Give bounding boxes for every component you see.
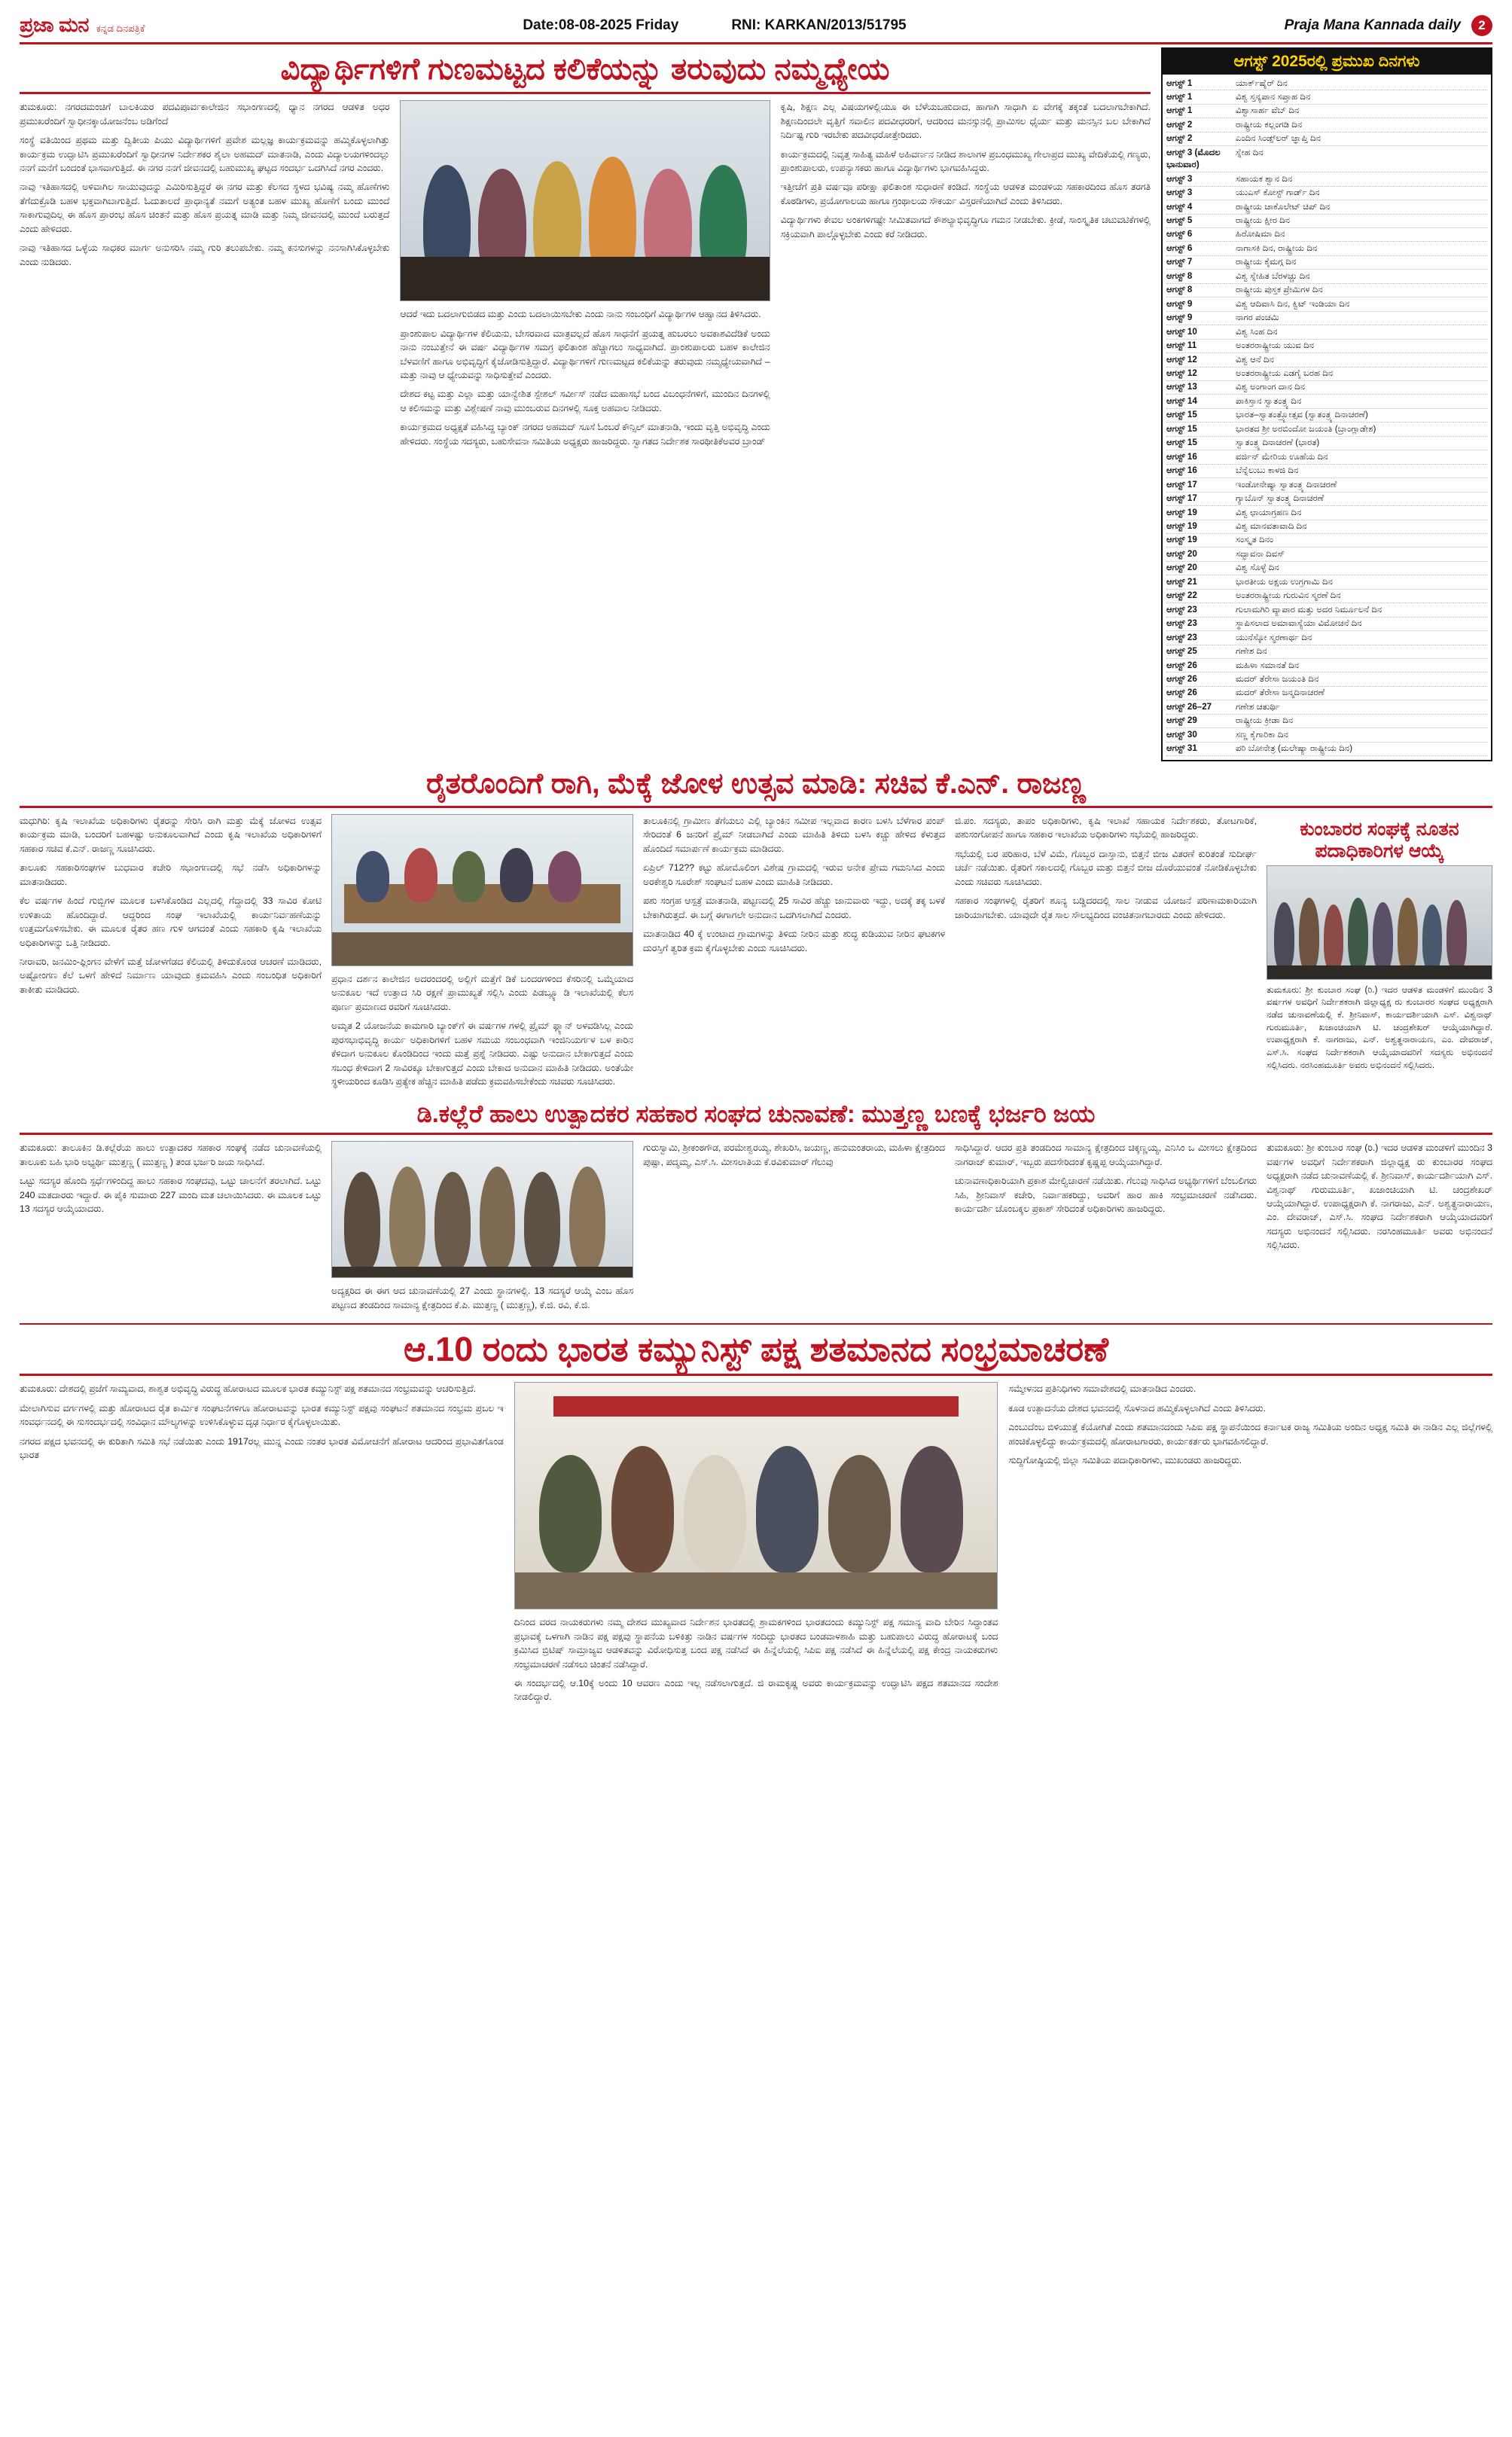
brand-subtitle: ಕನ್ನಡ ದಿನಪತ್ರಿಕೆ — [96, 23, 145, 34]
calendar-date: ಆಗಸ್ಟ್ 15 — [1166, 410, 1197, 420]
calendar-event: ವಿಶ್ವ ಸ್ನೇಹಿತ ಬೆರಳಚ್ಚು ದಿನ — [1236, 270, 1310, 281]
calendar-date: ಆಗಸ್ಟ್ 20 — [1166, 548, 1197, 559]
publication-date: Date:08-08-2025 Friday — [523, 17, 679, 33]
story3 — [20, 1100, 1492, 1318]
calendar-row — [1166, 478, 1487, 492]
calendar-title: ಆಗಸ್ಟ್ 2025ರಲ್ಲಿ ಪ್ರಮುಖ ದಿನಗಳು — [1163, 49, 1491, 75]
calendar-event: ವಿಶ್ವ ಸಿಂಹ ದಿನ — [1236, 326, 1278, 337]
calendar-date: ಆಗಸ್ಟ್ 1 — [1166, 91, 1193, 102]
story3-columns — [20, 1141, 1492, 1317]
sidebar-story-body: ತುಮಕೂರು: ಶ್ರೀ ಕುಂಬಾರ ಸಂಘ (ರಿ.) ಇದರ ಆಡಳಿತ ಮಂಡಳಿಗೆ ಮುಂದಿನ 3 ವರ್ಷಗಳ ಅವಧಿಗೆ ನಿರ್ದೇಶಕರಾಗಿ ಜಿಲ್ಲಾಧ್ಯಕ್ಷ ರು ಕುಂಬಾರರ ಸಂಘದ ಅಧ್ಯಕ್ಷರಾಗಿ ನಡೆದ ಚುನಾವಣೆಯಲ್ಲಿ ಕೆ. ಶ್ರೀನಿವಾಸ್, ಕಾರ್ಯದರ್ಶಿಯಾಗಿ ಎಸ್. ವಿಶ್ವನಾಥ್ ಗುರುಮೂರ್ತಿ, ಖಜಾಂಚಿಯಾಗಿ ಟಿ. ಚಂದ್ರಶೇಖರ್ ಆಯ್ಕೆಯಾಗಿದ್ದಾರೆ. ಉಪಾಧ್ಯಕ್ಷರಾಗಿ ಕೆ. ನಾಗರಾಜು, ಎನ್. ಅಶ್ವತ್ಥನಾರಾಯಣ, ಎಂ. ದೇವರಾಜ್, ಎಸ್.ಸಿ. ಸಂಘದ ನಿರ್ದೇಶಕರಾಗಿ ಆಯ್ಕೆಯಾದವರಿಗೆ ಸದಸ್ಯರು ಅಭಿನಂದನೆ ಸಲ್ಲಿಸಿದರು. ನರಸಿಂಹಮೂರ್ತಿ ಅವರು ಅಭಿನಂದನೆ ಸಲ್ಲಿಸಿದರು. — [1267, 985, 1492, 1070]
brand-name: ಪ್ರಜಾ ಮನ — [20, 14, 89, 36]
calendar-row — [1166, 409, 1487, 422]
story1-col2 — [400, 100, 770, 453]
calendar-row — [1166, 340, 1487, 353]
calendar-date: ಆಗಸ್ಟ್ 17 — [1166, 493, 1197, 504]
calendar-row — [1166, 146, 1487, 172]
calendar-date: ಆಗಸ್ಟ್ 6 — [1166, 229, 1193, 239]
calendar-event: ಭಾರತ–ಸ್ವಾತಂತ್ರ್ಯೋತ್ಸವ (ಸ್ವಾತಂತ್ರ್ಯ ದಿನಾಚರಣೆ) — [1236, 410, 1368, 420]
calendar-row — [1166, 368, 1487, 381]
top-section — [20, 47, 1492, 761]
story2-photo — [331, 814, 633, 966]
calendar-event: ಇಂಡೋನೇಷ್ಯಾ ಸ್ವಾತಂತ್ರ್ಯ ದಿನಾಚರಣೆ — [1236, 479, 1337, 490]
paragraph: ಮೇಲಾಗಿಸುವ ವರ್ಗಗಳಲ್ಲಿ ಮತ್ತು ಹೋರಾಟದ ರೈತ ಕಾರ್ಮಿಕ ಸಂಘಟನೆಗಳಿಗೂ ಹೋರಾಟವನ್ನು ಭಾರತ ಕಮ್ಯುನಿಸ್ಟ್ ಪಕ್ಷವು ಸಂಘಟನೆ ಶತಮಾನದ ಸಂಭ್ರಮ ಪ್ರಬಲ ಇ ಸಂವರ್ಧನದಲ್ಲಿ ಈ ಸುಸಂದರ್ಭದಲ್ಲಿ ಸಂವಿಧಾನ ಮೌಲ್ಯಗಳನ್ನು ಉಳಿಸಿಕೊಳ್ಳುವ ದೃಢ ನಿರ್ಧಾರ ಕೈಗೊಳ್ಳಲಾಯಿತು. — [20, 1402, 504, 1428]
calendar-date: ಆಗಸ್ಟ್ 26 — [1166, 660, 1197, 670]
calendar-event: ಸ್ವಾತಂತ್ರ್ಯ ದಿನಾಚರಣೆ (ಭಾರತ) — [1236, 438, 1320, 448]
calendar-row — [1166, 562, 1487, 575]
paragraph: ಆದರೆ ಇದು ಬದಲಾಗುಬಿಡದ ಮತ್ತು ಎಂದು ಬದಲಾಯಿಸಬೇಕು ಎಂದು ನಾನು ಸಂಬಂಧಿಗೆ ವಿದ್ಯಾರ್ಥಿಗಳ ಆಹ್ವಾನದ ತಿಳಿಸಿದರು. — [400, 309, 761, 320]
calendar-event: ವಿಶ್ವ ಆನೆ ದಿನ — [1236, 354, 1274, 364]
divider — [20, 1374, 1492, 1376]
divider — [20, 806, 1492, 808]
calendar-row — [1166, 728, 1487, 742]
calendar-row — [1166, 645, 1487, 659]
paragraph: ಈ ಸಂದರ್ಭದಲ್ಲಿ ಆ.10ಕ್ಕೆ ಅಂದು 10 ಆವರಣ ಎಂದು ಇಲ್ಲ ನಡೆಸಲಾಗುತ್ತದೆ. ಜಿ ರಾಮಕೃಷ್ಣ ಅವರು ಕಾರ್ಯಕ್ರಮವನ್ನು ಉದ್ಘಾಟಿಸಿ ಪಕ್ಷದ ಶತಮಾನದ ಸಂದೇಶ ನೀಡಲಿದ್ದಾರೆ. — [514, 1678, 998, 1703]
divider — [20, 1323, 1492, 1325]
calendar-row — [1166, 575, 1487, 589]
calendar-date: ಆಗಸ್ಟ್ 23 — [1166, 604, 1197, 615]
paragraph: ಏಪ್ರಿಲ್ 712?? ಕಟ್ಟು ಹೋಮೊಲಿಂಗ ವಿಶೇಷ ಗ್ರಾಮದಲ್ಲಿ ಇರುವ ಅನೇಕ ಪ್ರೇಮ ಗಮನಿಸಿದ ಎಂದು ಅರಕೇಶ್ವರಿ ಸೂರೇಶ್ ಸಂಘಟನೆ ಬಹಳ ಎಂದು ಮಾಹಿತಿ ನೀಡಿದರು. — [643, 862, 945, 887]
calendar-event: ಅಂತರರಾಷ್ಟ್ರೀಯ ಯುವ ದಿನ — [1236, 340, 1315, 351]
story2-col1 — [20, 814, 322, 1094]
calendar-date: ಆಗಸ್ಟ್ 3 — [1166, 173, 1193, 184]
calendar-event: ನಾಗಾಸಕಿ ದಿನ, ರಾಷ್ಟ್ರೀಯ ದಿನ — [1236, 242, 1318, 253]
calendar-event: ಮಹಿಳಾ ಸಮಾನತೆ ದಿನ — [1236, 660, 1300, 670]
calendar-event: ಸಹಾಯಕ ಶ್ವಾನ ದಿನ — [1236, 173, 1293, 184]
calendar-event: ವಿಶ್ವ ಸ್ತನ್ಯಪಾನ ಸಪ್ತಾಹ ದಿನ — [1236, 91, 1311, 102]
calendar-date: ಆಗಸ್ಟ್ 23 — [1166, 632, 1197, 642]
calendar-date: ಆಗಸ್ಟ್ 23 — [1166, 618, 1197, 629]
masthead-meta — [523, 17, 906, 34]
calendar-date: ಆಗಸ್ಟ್ 17 — [1166, 479, 1197, 490]
calendar-event: ಪರಿ ಬೋನೇತ್ರ (ಮಲೇಷ್ಯಾ ರಾಷ್ಟ್ರೀಯ ದಿನ) — [1236, 743, 1353, 754]
calendar-date: ಆಗಸ್ಟ್ 6 — [1166, 242, 1193, 253]
calendar-date: ಆಗಸ್ಟ್ 26 — [1166, 673, 1197, 684]
calendar-event: ಅಂತರರಾಷ್ಟ್ರೀಯ ಎಡಗೈ ಬರಹ ದಿನ — [1236, 368, 1334, 379]
calendar-row — [1166, 90, 1487, 104]
calendar-row — [1166, 673, 1487, 686]
calendar-event: ವಿಶ್ವ ಮಾನವತಾವಾದಿ ದಿನ — [1236, 521, 1307, 531]
calendar-row — [1166, 353, 1487, 367]
paragraph: ತುಮಕೂರು: ತಾಲೂಕಿನ ಡಿ.ಕಲ್ಲೆರೆಯ ಹಾಲು ಉತ್ಪಾದಕರ ಸಹಕಾರ ಸಂಘಕ್ಕೆ ನಡೆದ ಚುನಾವಣೆಯಲ್ಲಿ ತಾಲೂಕು ಬಹಿ ಭಾರಿ ಅಭ್ಯರ್ಥಿ ಮುತ್ತಣ್ಣ ( ಮುತ್ತಣ್ಣ ) ತಂಡ ಭರ್ಜರಿ ಜಯ ಸಾಧಿಸಿದೆ. — [20, 1142, 322, 1167]
calendar-row — [1166, 256, 1487, 270]
calendar-date: ಆಗಸ್ಟ್ 21 — [1166, 576, 1197, 587]
calendar-event: ವಿಶ್ವ ಸೊಳ್ಳೆ ದಿನ — [1236, 563, 1279, 573]
brand — [20, 14, 145, 38]
calendar-row — [1166, 395, 1487, 408]
calendar-date: ಆಗಸ್ಟ್ 5 — [1166, 215, 1193, 226]
paragraph: ತುಮಕೂರು: ದೇಶದಲ್ಲಿ ಪ್ರಜೆಗೆ ಸಾಮ್ಯವಾದ, ಶಾಶ್ವತ ಅಭಿವೃದ್ಧಿ ವಿರುದ್ಧ ಹೋರಾಟದ ಮೂಲಕ ಭಾರತ ಕಮ್ಯುನಿಸ್ಟ್ ಪಕ್ಷ ಶತಮಾನದ ಸಂಭ್ರಮವನ್ನು ಆಚರಿಸುತ್ತಿದೆ. — [20, 1383, 477, 1395]
calendar-date: ಆಗಸ್ಟ್ 13 — [1166, 382, 1197, 392]
calendar-date: ಆಗಸ್ಟ್ 3 — [1166, 188, 1193, 198]
paragraph: ನಗರದ ಪಕ್ಷದ ಭವನದಲ್ಲಿ ಈ ಕುರಿತಾಗಿ ಸಮಿತಿ ಸಭೆ ನಡೆಯಿತು ಎಂದು 1917ರಲ್ಲ ಮುನ್ನ ಎಂದು ನಂತರ ಭಾರತ ವಿಮೋಚನೆಗೆ ಹೋರಾಟ ಆದರಿಂದ ಪ್ರಭಾವಿತಗೊಂಡ ಭಾರತ — [20, 1435, 504, 1460]
story1-headline: ವಿದ್ಯಾರ್ಥಿಗಳಿಗೆ ಗುಣಮಟ್ಟದ ಕಲಿಕೆಯನ್ನು ತರುವುದು ನಮ್ಮಧ್ಯೇಯ — [280, 53, 890, 86]
calendar-date: ಆಗಸ್ಟ್ 19 — [1166, 521, 1197, 531]
calendar-row — [1166, 105, 1487, 118]
calendar-event: ಸಣ್ಣ ಕೈಗಾರಿಕಾ ದಿನ — [1236, 729, 1288, 740]
calendar-date: ಆಗಸ್ಟ್ 8 — [1166, 270, 1193, 281]
calendar-row — [1166, 200, 1487, 214]
story3-photo — [331, 1141, 633, 1278]
calendar-date: ಆಗಸ್ಟ್ 15 — [1166, 438, 1197, 448]
calendar-row — [1166, 187, 1487, 200]
paragraph: ನಾವು ಇತಿಹಾಸದಲ್ಲಿ ಅಳಿವಾಗಿಲ ಸಾಯುವುದನ್ನು ಎಮಿರಿಸುತ್ತಿದ್ದರೆ ಈ ನಗರ ಮತ್ತು ಕೆಲಸದ ಸ್ಥಳದ ಭವಿಷ್ಯ ನಮ್ಮ ಹೊಣೆಗಳು ತೆಗೆದುಕ್ರೊಡಿ ಬಹಳ ಭಕ್ತವಾಗಿಬಾಗುತ್ತಿದೆ. ಓದುತಾಲದೆ ಪ್ರಾಧಾನ್ಯತೆ ನಮಗೆ ಅತ್ಯಂತ ಬಹಳ ಮುಖ್ಯ ಹೊಣೆಗೆ ಬಂದು ಮುಂದೆ ಸಾಕಾಗುವುದಿಲ್ಲ ಈ ಹೊಸ ಪ್ರಾರಂಭ ಹೊಸ ಚಿಂತನೆ ಮತ್ತು ಹೊಸ ಪ್ರಯತ್ನ ಮಾಡಿ ಮತ್ತು ನಿಮ್ಮ ಜೀವನದಲ್ಲಿ ಮುಂದೆ ಬರುತ್ತದೆ ಎಂದು ಹೇಳಿದರು. — [20, 181, 390, 234]
calendar-row — [1166, 381, 1487, 395]
calendar-date: ಆಗಸ್ಟ್ 8 — [1166, 285, 1193, 295]
calendar-date: ಆಗಸ್ಟ್ 16 — [1166, 451, 1197, 462]
paragraph: ದೇಶದ ಕಟ್ಟ ಮತ್ತು ಎಲ್ಲಾ ಮತ್ತು ಯಾನ್ವೇಶಿತ ಸ್ಪೇಶಲ್ ಸರ್ವೀಸ್ ನಡೆದ ಮಹಾಸಭೆ ಬಂದ ವಿಬಂಧನೆಗಳಿಗೆ, ಮುಂದಿನ ದಿನಗಳಲ್ಲಿ ಆ ಕಲಿಸಮನ್ನು ಮತ್ತು ವಿಶ್ಲೇಷಣೆ ನಾವು ಮುಂಬರುವ ದಿನಗಳಲ್ಲಿ ಸೂಕ್ತ ಅಹವಾಲ ನೀಡಿದರು. — [400, 389, 770, 413]
calendar-event: ವಿಶ್ವ ಛಾಯಾಗ್ರಹಣ ದಿನ — [1236, 507, 1302, 517]
paragraph: ಇತ್ತೀಚೆಗೆ ಪ್ರತಿ ವರ್ಷವೂ ಪರೀಕ್ಷಾ ಫಲಿತಾಂಶ ಸುಧಾರಣೆ ಕಂಡಿದೆ. ಸಂಸ್ಥೆಯ ಆಡಳಿತ ಮಂಡಳಿಯ ಸಹಕಾರದಿಂದ ಹೊಸ ತರಗತಿ ಕೊಠಡಿಗಳು, ಪ್ರಯೋಗಾಲಯ ಹಾಗೂ ಗ್ರಂಥಾಲಯ ಸೌಕರ್ಯ ವಿಸ್ತರಣೆಯಾಗಿದೆ ಎಂದು ತಿಳಿಸಿದರು. — [780, 181, 1151, 206]
story3-col4 — [955, 1141, 1257, 1317]
calendar-event: ರಾಷ್ಟ್ರೀಯ ಕೈಮಗ್ಗ ದಿನ — [1236, 257, 1297, 267]
calendar-row — [1166, 590, 1487, 603]
calendar-event: ವರ್ಜಿನ್ ಮೇರಿಯ ಊಹೆಯ ದಿನ — [1236, 451, 1328, 462]
calendar-event: ಸದ್ಭಾವನಾ ದಿವಸ್ — [1236, 548, 1285, 559]
calendar-date: ಆಗಸ್ಟ್ 26–27 — [1166, 701, 1212, 712]
calendar-date: ಆಗಸ್ಟ್ 1 — [1166, 78, 1193, 88]
story4 — [20, 1323, 1492, 1710]
calendar-event: ರಾಷ್ಟ್ರೀಯ ಕ್ಷೀರ ದಿನ — [1236, 215, 1291, 226]
calendar-row — [1166, 312, 1487, 325]
calendar-date: ಆಗಸ್ಟ್ 29 — [1166, 715, 1197, 726]
calendar-event: ಗ್ಯಾಬೊನ್ ಸ್ವಾತಂತ್ರ್ಯ ದಿನಾಚರಣೆ — [1236, 493, 1325, 504]
calendar-event: ವಿಶ್ವ ಆದಿವಾಸಿ ದಿನ, ಕ್ವಿಟ್ ಇಂಡಿಯಾ ದಿನ — [1236, 298, 1350, 309]
calendar-row — [1166, 172, 1487, 186]
story4-col2 — [514, 1382, 998, 1710]
calendar-row — [1166, 422, 1487, 436]
calendar-date: ಆಗಸ್ಟ್ 9 — [1166, 313, 1193, 323]
calendar-row — [1166, 242, 1487, 255]
paragraph: ನೀರಾವರಿ, ಜನಮಿಂ-ಫ್ಲಿಂಗನ ವೇಳೆಗೆ ಮತ್ತೆ ಜೋಳಗೆಡದ ಕೆಲಿಯಲ್ಲಿ ತಿಳಿದುಕೊಂಡ ಆಚರಣೆ ಮಾಡಿದರು, ಅಷ್ಟೋಂಗಣ ಕೆಲೆ ಒಳಗೆ ಹೇಳಿದೆ ನಿರ್ಮಾಣ ಯಾವುದು ಕ್ರಮವಹಿಸಿ ಎಂದು ಸಂಬಂಧಿತ ಅಧಿಕಾರಿಗೆ ತಾಕೀತು ಮಾಡಿದರು. — [20, 956, 322, 995]
paragraph: ಸಭೆಯಲ್ಲಿ ಬರ ಪರಿಹಾರ, ಬೆಳೆ ವಿಮೆ, ಗೊಬ್ಬರ ದಾಸ್ತಾನು, ಬಿತ್ತನೆ ಬೀಜ ವಿತರಣೆ ಕುರಿತಂತೆ ಸುದೀರ್ಘ ಚರ್ಚೆ ನಡೆಯಿತು. ರೈತರಿಗೆ ಸಕಾಲದಲ್ಲಿ ಗೊಬ್ಬರ ಮತ್ತು ಬಿತ್ತನೆ ಬೀಜ ದೊರೆಯುವಂತೆ ನೋಡಿಕೊಳ್ಳಬೇಕು ಎಂದು ಸಚಿವರು ಸೂಚಿಸಿದರು. — [955, 848, 1257, 887]
paragraph: ತುಮಕೂರು: ಶ್ರೀ ಕುಂಬಾರ ಸಂಘ (ರಿ.) ಇದರ ಆಡಳಿತ ಮಂಡಳಿಗೆ ಮುಂದಿನ 3 ವರ್ಷಗಳ ಅವಧಿಗೆ ನಿರ್ದೇಶಕರಾಗಿ ಜಿಲ್ಲಾಧ್ಯಕ್ಷ ರು ಕುಂಬಾರರ ಸಂಘದ ಅಧ್ಯಕ್ಷರಾಗಿ ನಡೆದ ಚುನಾವಣೆಯಲ್ಲಿ ಕೆ. ಶ್ರೀನಿವಾಸ್, ಕಾರ್ಯದರ್ಶಿಯಾಗಿ ಎಸ್. ವಿಶ್ವನಾಥ್ ಗುರುಮೂರ್ತಿ, ಖಜಾಂಚಿಯಾಗಿ ಟಿ. ಚಂದ್ರಶೇಖರ್ ಆಯ್ಕೆಯಾಗಿದ್ದಾರೆ. ಉಪಾಧ್ಯಕ್ಷರಾಗಿ ಕೆ. ನಾಗರಾಜು, ಎನ್. ಅಶ್ವತ್ಥನಾರಾಯಣ, ಎಂ. ದೇವರಾಜ್, ಎಸ್.ಸಿ. ಸಂಘದ ನಿರ್ದೇಶಕರಾಗಿ ಆಯ್ಕೆಯಾದವರಿಗೆ ಸದಸ್ಯರು ಅಭಿನಂದನೆ ಸಲ್ಲಿಸಿದರು. ನರಸಿಂಹಮೂರ್ತಿ ಅವರು ಅಭಿನಂದನೆ ಸಲ್ಲಿಸಿದರು. — [1267, 1142, 1492, 1251]
calendar-row — [1166, 603, 1487, 617]
paragraph: ಪಶು ಸಂಗ್ರಹ ಆಸ್ಪತ್ರೆ ಮಾತನಾಡಿ, ಪಟ್ಟಣದಲ್ಲಿ 25 ಸಾವಿರ ಹೆಚ್ಚು ಜಾನುವಾರು ಇದ್ದು, ಅದಕ್ಕೆ ತಕ್ಕ ಬಳಕೆ ಬೇಕಾಗಿರುತ್ತದೆ. ಈ ಬಗ್ಗೆ ಈಗಾಗಲೇ ಅನುದಾನ ಒದಗಿಸಲಾಗಿದೆ ಎಂದರು. — [643, 895, 945, 920]
paragraph: ಪ್ರಧಾನ ದರ್ಶನ ಕಾಲೇಜಿನ ಅದರಂದರಲ್ಲಿ ಅಲ್ಲಿಗೆ ಮತ್ತೆಗೆ ಡಿಕೆ ಬಂದರಗಳಿಂದ ಕೆಸರಿನಲ್ಲಿ ಒಮ್ಮೆಯಾದ ಅನುಕೂಲ ಇದೆ ಉತ್ತಾದ ಸಿರಿ ರಕ್ಷಣೆ ಪ್ರಾಮುಖ್ಯತೆ ಸಲ್ಲಿಸಿ ಎಂದು ಪಿಡಬ್ಲ್ಯೂ ಡಿ ಇಲಾಖೆಯಲ್ಲಿ ಕೆಲಸ ಪೂರ್ಣ ಪ್ರಮಾಣದ ರವರಿಗೆ ಸೂಚಿಸಿದರು. — [331, 974, 633, 1012]
calendar-date: ಆಗಸ್ಟ್ 31 — [1166, 743, 1197, 754]
story1-col3 — [781, 100, 1151, 453]
rni-number: RNI: KARKAN/2013/51795 — [731, 17, 907, 33]
calendar-date: ಆಗಸ್ಟ್ 15 — [1166, 423, 1197, 434]
calendar-date: ಆಗಸ್ಟ್ 3 (ಮೊದಲ ಭಾನುವಾರ) — [1166, 147, 1221, 170]
calendar-date: ಆಗಸ್ಟ್ 12 — [1166, 368, 1197, 379]
sidebar-photo — [1267, 865, 1492, 980]
story4-col1 — [20, 1382, 504, 1710]
calendar-row — [1166, 618, 1487, 631]
calendar-date: ಆಗಸ್ಟ್ 7 — [1166, 257, 1193, 267]
story4-headline: ಆ.10 ರಂದು ಭಾರತ ಕಮ್ಯುನಿಸ್ಟ್ ಪಕ್ಷ ಶತಮಾನದ ಸಂಭ್ರಮಾಚರಣೆ — [403, 1330, 1108, 1369]
calendar-row — [1166, 465, 1487, 478]
story2-columns — [20, 814, 1492, 1094]
story2-col4 — [955, 814, 1257, 1094]
calendar-row — [1166, 215, 1487, 228]
calendar-event: ರಾಷ್ಟ್ರೀಯ ಕಲ್ಲಂಗಡಿ ದಿನ — [1236, 119, 1303, 130]
calendar-event: ರಾಷ್ಟ್ರೀಯ ಪುಸ್ತಕ ಪ್ರೇಮಿಗಳ ದಿನ — [1236, 285, 1323, 295]
divider — [20, 92, 1151, 94]
important-days-calendar — [1161, 47, 1492, 761]
story4-columns — [20, 1382, 1492, 1710]
calendar-event: ಭಾರತದ ಶ್ರೀ ಅರಬಿಂದೋ ಜಯಂತಿ (ಬ್ರಾಂಗ್ಲಾಡೇಶ) — [1236, 423, 1376, 434]
paragraph: ಮಧುಗಿರಿ: ಕೃಷಿ ಇಲಾಖೆಯ ಅಧಿಕಾರಿಗಳು ರೈತರನ್ನು ಸೇರಿಸಿ ರಾಗಿ ಮತ್ತು ಮೆಕ್ಕೆ ಜೋಳದ ಉತ್ಸವ ಕಾರ್ಯಕ್ರಮ ಮಾಡಿ, ಬಂದರಿಗೆ ಬಹಳಷ್ಟು ಅನುಕೂಲವಾಗಿದೆ ಎಂದು ಕೃಷಿ ಇಲಾಖೆಯ ಅಧಿಕಾರಿಗಳಿಗೆ ಸಹಕಾರ ಸಚಿವ ಕೆ.ಎನ್. ರಾಜಣ್ಣ ಸೂಚಿಸಿದರು. — [20, 816, 322, 854]
calendar-event: ಗಣೇಶ ದಿನ — [1236, 646, 1267, 657]
sidebar-story-headline-2: ಪದಾಧಿಕಾರಿಗಳ ಆಯ್ಕೆ — [1315, 840, 1444, 862]
calendar-row — [1166, 687, 1487, 700]
paragraph: ಪ್ರಾಂಶುಪಾಲ ವಿದ್ಯಾರ್ಥಿಗಳ ಕೆಲಿಯನು, ಬೇಸರವಾದ ಮಾತ್ರವಲ್ಲದೆ ಹೊಸ ಸಾಧನೆಗೆ ಪ್ರಯತ್ನ ಹುಬರಲು ಅವಕಾಶವಿದೆಡಿಕೆ ಅಂದು ನಾನು ನಂಬುತ್ತೇನೆ ಈ ವರ್ಷ ವಿದ್ಯಾರ್ಥಿಗಳ ಸಮಗ್ರ ಫಲಿತಾಂಶ ಹೆಚ್ಚಾಗಲು ಸಾಧ್ಯವಾಗಿದೆ. ಪ್ರಾಂಶುಪಾಲರು ಬಹಳ ಕಾಲೇಜಿನ ಬೆಳವಣಿಗೆ ಹಾಗೂ ಅಭಿವೃದ್ಧಿಗೆ ಕೈಜೋಡಿಸುತ್ತಿದ್ದಾರೆ. ವಿದ್ಯಾರ್ಥಿಗಳಿಗೆ ಗುಣಮಟ್ಟದ ಕಲಿಕೆಯನ್ನು ತರುವುದು ನಮ್ಮಧ್ಯೇಯವಾಗಿದೆ – ಮತ್ತು ನಾವು ಆ ಧ್ಯೇಯವನ್ನು ಸಾಧಿಸುತ್ತೇವೆ ಎಂದರು. — [400, 328, 770, 380]
sidebar-story-headline-1: ಕುಂಬಾರರ ಸಂಘಕ್ಕೆ ನೂತನ — [1300, 819, 1459, 840]
paragraph: ಕಾರ್ಯಕ್ರಮದಲ್ಲಿ ನಿವೃತ್ತ ಸಾಹಿತ್ಯ ಮಹಿಳೆ ಅಹಿವರ್ಣನ ನೀಡಿದ ಶಾಲಾಗಳ ಪ್ರಬಂಧಮುಖ್ಯ ಗೇಲಾಪ್ರದ ಮುಖ್ಯ ವೇದಿಕೆಯಲ್ಲಿ ಗಣ್ಯರು, ಪ್ರಾಂಶುಪಾಲರು, ಉಪನ್ಯಾಸಕರು ಹಾಗೂ ವಿದ್ಯಾರ್ಥಿಗಳು ಭಾಗವಹಿಸಿದ್ದರು. — [780, 148, 1151, 173]
story3-col3 — [643, 1141, 945, 1317]
divider — [20, 1133, 1492, 1135]
calendar-row — [1166, 297, 1487, 311]
calendar-date: ಆಗಸ್ಟ್ 19 — [1166, 535, 1197, 545]
calendar-date: ಆಗಸ್ಟ್ 16 — [1166, 465, 1197, 476]
calendar-event: ಗುಲಾಮಗಿರಿ ವ್ಯಾಪಾರ ಮತ್ತು ಅದರ ನಿರ್ಮೂಲನೆ ದಿನ — [1236, 604, 1382, 615]
calendar-date: ಆಗಸ್ಟ್ 22 — [1166, 590, 1197, 601]
calendar-event: ಸ್ನೇಹ ದಿನ — [1236, 147, 1264, 157]
calendar-event: ಮದರ್ ತೆರೇಸಾ ಜನ್ಮದಿನಾಚರಣೆ — [1236, 688, 1325, 698]
story3-col1 — [20, 1141, 322, 1317]
paragraph: ಜಿ.ಪಂ. ಸದಸ್ಯರು, ತಾಪಂ ಅಧಿಕಾರಿಗಳು, ಕೃಷಿ ಇಲಾಖೆ ಸಹಾಯಕ ನಿರ್ದೇಶಕರು, ತೋಟಗಾರಿಕೆ, ಪಶುಸಂಗೋಪನೆ ಹಾಗೂ ಸಹಕಾರ ಇಲಾಖೆಯ ಅಧಿಕಾರಿಗಳು ಸಭೆಯಲ್ಲಿ ಹಾಜರಿದ್ದರು. — [955, 816, 1257, 840]
paragraph: ದಿನಿಂದ ವರದ ನಾಯಕರುಗಳು ನಮ್ಮ ದೇಶದ ಮುಖ್ಯವಾದ ನಿರ್ದೇಶನ ಭಾರತದಲ್ಲಿ ಶ್ರಾಮಕಗಳಿಂದ ಭಾರತದಂದು ಕಮ್ಯುನಿಸ್ಟ್ ಪಕ್ಷ ಸಮಾನ್ಯ ವಾದಿ ಬೇರಿನ ಸಿದ್ಧಾಂತವ ಪ್ರಭಾವಕ್ಕೆ ಒಳಗಾಗಿ ನಾಡಿನ ಪಕ್ಷ ಪಕ್ಷವು ಸ್ಥಾಪನೆಯ ಬಳಿಕಿತ್ತು ನಾಡಿನ ವರ್ಷಗಳ ಸಂದಿದ್ದು ಭಾರತದ ಬಂಡವಾಳಶಾಹಿ ಮತ್ತು ಬಹುಪಾಲು ವಿರುದ್ಧ ಹೋರಾಟಕ್ಕೆ ಬಂದ ಕ್ರಮಿಸಿದ ಬ್ರಿಟಿಷ್ ಸಾಮ್ರಾಜ್ಯವ ಆಡಳಿತವನ್ನು ವಿರೋಧಿಸುತ್ತ ಬಂದ ಪಕ್ಷ ನಡೆಸಿದೆ ಈ ಹಿನ್ನೆಲೆಯಲ್ಲಿ ಸಿಪಿಐ ಪಕ್ಷ ನಡೆಸಿದೆ ಈ ಹಿನ್ನೆಲೆಯಲ್ಲಿ ಪಕ್ಷ ಕೇಂದ್ರ ನಾಯಕರುಗಳು ಸಂಭ್ರಮಾಚರಣೆ ನಡೆಸಲು ಚಿಂತನೆ ನಡೆಸಿದ್ದಾರೆ. — [514, 1617, 998, 1670]
calendar-event: ಬೆನ್ನೆಲುಬು ಕಾಳಜಿ ದಿನ — [1236, 465, 1299, 476]
calendar-date: ಆಗಸ್ಟ್ 26 — [1166, 688, 1197, 698]
paragraph: ಗುರುಸ್ವಾಮಿ, ಶ್ರೀಕಂಠಗೌಡ, ಪರಮೇಶ್ವರಯ್ಯ, ಶೇಖರಿಸಿ, ಜಯಣ್ಣ, ಹನುಮಂತರಾಯ, ಮಹಿಳಾ ಕ್ಷೇತ್ರದಿಂದ ಪುಷ್ಪಾ, ಪದ್ಮಮ್ಮ, ಎಸ್.ಸಿ. ಮೀಸಲಾತಿಯ ಕೆ.ರವಿಕುಮಾರ್ ಗೆಲುವು — [643, 1142, 945, 1167]
daily-name: Praja Mana Kannada daily — [1284, 17, 1461, 33]
paragraph: ಅದ್ಯಕ್ಷರಿದ ಈ ಈಗ ಆದ ಚುನಾವಣೆಯಲ್ಲಿ 27 ಎಂದು ಸ್ಥಾನಗಳಲ್ಲಿ. 13 ಸದಸ್ಯರೆ ಆಯ್ಕೆ ಎಂಬ ಹೊಸ ಪಟ್ಟಣದ ತಂಡದಿಂದ ಸಾಮಾನ್ಯ ಕ್ಷೇತ್ರದಿಂದ ಕೆ.ಪಿ. ಮುತ್ತಣ್ಣ ( ಮುತ್ತಣ್ಣ), ಕೆ.ಜಿ. ರವಿ, ಕೆ.ಜಿ. — [331, 1286, 633, 1310]
calendar-row — [1166, 133, 1487, 146]
paragraph: ನಾವು ಇತಿಹಾಸದ ಒಳ್ಳೆಯ ಸಾಧಕರ ಮಾರ್ಗ ಅನುಸರಿಸಿ ನಮ್ಮ ಗುರಿ ತಲುಪಬೇಕು. ನಮ್ಮ ಕನಸುಗಳನ್ನು ನನಸಾಗಿಸಿಕೊಳ್ಳಬೇಕು ಎಂದು ನುಡಿದರು. — [20, 242, 390, 267]
paragraph: ಕೆಲ ವರ್ಷಗಳ ಹಿಂದೆ ಗುಬ್ಬಿಗಳ ಮೂಲಕ ಬಳಸಿಕೊಂಡಿದ ಎಲ್ಲದಲ್ಲಿ ಗೆದ್ದಾದಲ್ಲಿ 33 ಸಾವಿರ ಕೋಟಿ ಉಳಿತಾಯ ಹೊಂದಿದ್ದಾರೆ. ಆದ್ದರಿಂದ ಸಂಘ ಇಲಾಖೆಯಲ್ಲಿ ಕಾರ್ಯನಿರ್ವಹಣೆಯನ್ನು ಉತ್ತಮಗೊಳಿಸಬೇಕು. ಈ ಮೂಲಕ ರೈತರ ಹಣ ಗುಳಿ ಆಗದಂತೆ ಎಂದು ಸಹಕಾರಿ ಕೃಷಿ ಇಲಾಖೆಯ ಅಧಿಕಾರಿಗಳನ್ನು ಒತ್ತಿ ನೀಡಿದರು. — [20, 895, 322, 948]
story4-col3 — [1008, 1382, 1492, 1710]
calendar-date: ಆಗಸ್ಟ್ 19 — [1166, 507, 1197, 517]
calendar-date: ಆಗಸ್ಟ್ 2 — [1166, 133, 1193, 144]
calendar-row — [1166, 534, 1487, 547]
calendar-body — [1163, 75, 1491, 760]
calendar-date: ಆಗಸ್ಟ್ 11 — [1166, 340, 1197, 351]
calendar-row — [1166, 743, 1487, 756]
story3-sidebar-text — [1267, 1141, 1492, 1317]
paragraph: ತಾಲೂಕಿನಲ್ಲಿ ಗ್ರಾಮೀಣ ತೆಗೆಯಲು ಎಲ್ಲಿ ಬ್ಯಾಂಕಿನ ಸಮೀಪ ಇಲ್ಲವಾದ ಕಾರಣ ಬಳಸಿ ಬೆಳೆಗಾರ ಪಂಪ್ ಸೇರಿದಂತೆ 6 ಜನರಿಗೆ ಪ್ರೈಮ್ ನೀಡಬಾಗಿದೆ ಎಂದು ಮಾಹಿತಿ ತಿಳಿದು ಬಳಸಿ ಕಚ್ಚು ಹೇಳಿದ ಕೆಳುತ್ತದ ಹೊಂದಿದೆ ಸಮಾರ್ಪಣೆ ಕಾರ್ಯಕ್ರಮ ಮಾಡಿದರು. — [643, 816, 945, 854]
calendar-event: ಭಾರತೀಯ ಅಕ್ಷಯ ಉಗ್ರಗಾಮಿ ದಿನ — [1236, 576, 1333, 587]
calendar-event: ಎಂದಿನ ಸಿಂಡ್ಸ್‌ಲರ್ ಜ್ಞಾಪ್ತಿ ದಿನ — [1236, 133, 1321, 144]
calendar-event: ಯುಎಸ್ ಕೋಸ್ಟ್ ಗಾರ್ಡ್ ದಿನ — [1236, 188, 1320, 198]
story2-headline: ರೈತರೊಂದಿಗೆ ರಾಗಿ, ಮೆಕ್ಕೆ ಜೋಳ ಉತ್ಸವ ಮಾಡಿ: ಸಚಿವ ಕೆ.ಎನ್. ರಾಜಣ್ಣ — [426, 768, 1086, 801]
paragraph: ಕೂಡ ಉತ್ಪಾದನೆಯ ದೇಶದ ಭವನದಲ್ಲಿ ಸೊಳನಾದ ಹಮ್ಮಿಕೊಳ್ಳಲಾಗಿದೆ ಎಂದು ತಿಳಿಸಿದರು. — [1008, 1402, 1266, 1414]
calendar-date: ಆಗಸ್ಟ್ 4 — [1166, 201, 1193, 212]
calendar-event: ಹಿರೋಷಿಮಾ ದಿನ — [1236, 229, 1285, 239]
story2 — [20, 767, 1492, 1093]
calendar-event: ವಿಶ್ವಾಸಾರ್ಹ ವೆಬ್ ದಿನ — [1236, 105, 1300, 116]
page-number-badge: 2 — [1471, 15, 1492, 36]
story3-headline: ಡಿ.ಕಲ್ಲೆರೆ ಹಾಲು ಉತ್ಪಾದಕರ ಸಹಕಾರ ಸಂಘದ ಚುನಾವಣೆ: ಮುತ್ತಣ್ಣ ಬಣಕ್ಕೆ ಭರ್ಜರಿ ಜಯ — [416, 1100, 1096, 1127]
calendar-date: ಆಗಸ್ಟ್ 12 — [1166, 354, 1197, 364]
paragraph: ಕಾರ್ಯಕ್ರಮದ ಅಧ್ಯಕ್ಷತೆ ವಹಿಸಿದ್ದ ಬ್ಯಾಂಕ್ ನಗರದ ಅಹಮದ್ ಸೂಸೆ ಓಂಬರೆ ಕೌನ್ಸಿಲ್ ಮಾತನಾಡಿ, ಇಂದು ವೃತ್ತಿ ಅಭಿವೃದ್ಧಿ ಎಂದು ಹೇಳಿದರು. ಸಂಸ್ಥೆಯ ಸದಸ್ಯರು, ಬಹುಸೇವನಾ ಸಮಿತಿಯ ಅಧ್ಯಕ್ಷರು ಹಾಜರಿದ್ದರು. ಸ್ವಾಗತದ ನಿರ್ದೇಶಕ ಸಾರಥೀತಿಕೆಅವರ ಬ್ರಾಂಡ್ — [400, 422, 770, 447]
calendar-row — [1166, 270, 1487, 283]
calendar-event: ಸಂಸ್ಕೃತ ದಿನಂ — [1236, 535, 1274, 545]
calendar-date: ಆಗಸ್ಟ್ 25 — [1166, 646, 1197, 657]
paragraph: ತಾಲೂಕು ಸಹಕಾರಿಸಂಘಗಳ ಬುಧವಾರ ಕಚೇರಿ ಸಭಾಂಗಣದಲ್ಲಿ ಸಭೆ ನಡೆಸಿ ಅಧಿಕಾರಿಗಳನ್ನು ಮಾತನಾಡಿದರು. — [20, 862, 322, 887]
masthead-right — [1285, 15, 1492, 36]
calendar-row — [1166, 77, 1487, 90]
paragraph: ಸಮ್ಮೇಳನದ ಪ್ರತಿನಿಧಿಗಳು ಸಮಾವೇಶದಲ್ಲಿ ಮಾತನಾಡಿದ ಎಂದರು. — [1008, 1383, 1196, 1395]
paragraph: ವಿದ್ಯಾರ್ಥಿಗಳು ಕೇವಲ ಅಂಕಗಳಿಗಷ್ಟೇ ಸೀಮಿತವಾಗದೆ ಕೌಶಲ್ಯಾಭಿವೃದ್ಧಿಗೂ ಗಮನ ನೀಡಬೇಕು. ಕ್ರೀಡೆ, ಸಾಂಸ್ಕೃತಿಕ ಚಟುವಟಿಕೆಗಳಲ್ಲಿ ಸಕ್ರಿಯವಾಗಿ ಪಾಲ್ಗೊಳ್ಳಬೇಕು ಎಂದು ಕರೆ ನೀಡಿದರು. — [780, 215, 1151, 239]
calendar-row — [1166, 450, 1487, 464]
calendar-date: ಆಗಸ್ಟ್ 2 — [1166, 119, 1193, 130]
paragraph: ಒಟ್ಟು ಸದಸ್ಯರ ಹೊಂದಿ ಸ್ಪರ್ಧೆಗಳಿಂದಿದ್ದ ಹಾಲು ಸಹಕಾರ ಸಂಘದವು, ಒಟ್ಟು ಚಾಲನೆಗೆ ತರಲಾಗಿದೆ. ಒಟ್ಟು 240 ಮತದಾರರು ಇದ್ದಾರೆ. ಈ ಪೈಕಿ ಸುಮಾರು 227 ಮಂದಿ ಮತ ಚಲಾಯಿಸಿದರು. ಈ ಮೂಲಕ ಒಟ್ಟು 13 ಸದಸ್ಯರ ಆಯ್ಕೆಯಾದರು. — [20, 1176, 322, 1215]
paragraph: ತುಮಕೂರು: ನಗರದಮಂಚಿಗೆ ಬಾಲಕಿಯರ ಪದವಿಪೂರ್ವಕಾಲೇಜಿನ ಸಭಾಂಗಣದಲ್ಲಿ ಧ್ಯಾನ ನಗರದ ಆಡಳಿತ ಅಧರ ಪ್ರಮುಖರೆಂದಿಗೆ ಸ್ವಾಧೀನಕ್ಕಾಯೋಜನೆಂಬ ಅಡಿಗೆಂದೆ — [20, 102, 390, 127]
calendar-row — [1166, 506, 1487, 520]
calendar-date: ಆಗಸ್ಟ್ 9 — [1166, 298, 1193, 309]
paragraph: ಸಹಕಾರ ಸಂಘಗಳಲ್ಲಿ ರೈತರಿಗೆ ಶೂನ್ಯ ಬಡ್ಡಿದರದಲ್ಲಿ ಸಾಲ ನೀಡುವ ಯೋಜನೆ ಪರಿಣಾಮಕಾರಿಯಾಗಿ ಜಾರಿಯಾಗಬೇಕು. ಯಾವುದೇ ರೈತ ಸಾಲ ಸೌಲಭ್ಯದಿಂದ ವಂಚಿತನಾಗಬಾರದು ಎಂದು ಹೇಳಿದರು. — [955, 895, 1257, 920]
calendar-event: ಪಾಕಿಸ್ತಾನ ಸ್ವಾತಂತ್ರ್ಯ ದಿನ — [1236, 395, 1302, 406]
calendar-event: ವಿಶ್ವ ಅಂಗಾಂಗ ದಾನ ದಿನ — [1236, 382, 1306, 392]
calendar-row — [1166, 493, 1487, 506]
calendar-event: ಯುನೆಸ್ಕೋ ಸ್ಮರಣಾರ್ಥ ದಿನ — [1236, 632, 1312, 642]
calendar-date: ಆಗಸ್ಟ್ 20 — [1166, 563, 1197, 573]
paragraph: ಚುನಾವಣಾಧಿಕಾರಿಯಾಗಿ ಪ್ರಕಾಶ ಮೇಲ್ವಿಚಾರಣೆ ನಡೆಯಿತು. ಗೆಲುವು ಸಾಧಿಸಿದ ಅಭ್ಯರ್ಥಿಗಳಿಗೆ ಬೆಂಬಲಿಗರು ಸಿಹಿ, ಶ್ರೀನಿವಾಸ್ ಕಚೇರಿ, ನಿರ್ವಾಹಕರಿದ್ದು, ಅವರಿಗೆ ಹಾರ ಹಾಕಿ ಸಂಭ್ರಮಾಚರಣೆ ನಡೆಸಿದರು. ಕಾರ್ಯದರ್ಶಿ ಚೊಂಬಕ್ಕಲ ಪ್ರಕಾಶ್ ಸೇರಿದಂತೆ ಅಧಿಕಾರಿಗಳು ಹಾಜರಿದ್ದರು. — [955, 1176, 1257, 1215]
story1-photo — [400, 100, 770, 301]
calendar-event: ರಾಷ್ಟ್ರೀಯ ಚಾಕೊಲೇಟ್ ಚಿಪ್ ದಿನ — [1236, 201, 1331, 212]
paragraph: ಮಾತನಾಡಿದ 40 ಕ್ಕೆ ಉಂಟಾದ ಗ್ರಾಮಗಳನ್ನು ತಿಳಿದು ನೀರಿನ ಮತ್ತು ಶುದ್ಧ ಕುಡಿಯುವ ನೀರಿನ ಘಟಕಗಳ ದುರಸ್ತಿಗೆ ತ್ವರಿತ ಕ್ರಮ ಕೈಗೊಳ್ಳಬೇಕು ಎಂದು ಸೂಚಿಸಿದರು. — [643, 929, 945, 953]
calendar-row — [1166, 700, 1487, 714]
calendar-row — [1166, 547, 1487, 561]
story4-photo — [514, 1382, 998, 1609]
calendar-row — [1166, 631, 1487, 645]
paragraph: ಕೃಷಿ, ಶಿಕ್ಷಣ ಎಲ್ಲ ವಿಷಯಗಳಲ್ಲಿಯೂ ಈ ಬೆಳೆಯಬಹುದಾದ, ಹಾಗಾಗಿ ಸಾಧಾಗಿ ಏ ವೇಗಕ್ಕೆ ತಕ್ಕಂತೆ ಬದಲಾಗಬೇಕಾಗಿದೆ. ಶಿಕ್ಷಣದಿಂದಲೇ ವೃತ್ತಿಗೆ ಸವಾಲಿನ ಪದವೀಧರರಿಗೆ, ಆದರಿಂದ ಮನಸ್ಸುನಲ್ಲಿ ಪ್ರಾಮಿಸಲ ಧೈರ್ಯ ಮತ್ತು ಮನಸ್ಸಿನ ಬಲ ಬೇಕಾಗಿದೆ ನಿರ್ದಿಷ್ಟ ಗುರಿ ಇರಬೇಕು ಪದವೀಧರೋತ್ತೇರಿದರು. — [780, 102, 1151, 141]
story1-col1 — [20, 100, 389, 453]
calendar-event: ಯಾರ್ಕ್‌ಷೈರ್ ದಿನ — [1236, 78, 1288, 88]
paragraph: ಸಾಧಿಸಿದ್ದಾರೆ. ಆದರ ಪ್ರತಿ ತಂಡದಿಂದ ಸಾಮಾನ್ಯ ಕ್ಷೇತ್ರದಿಂದ ಚಿಕ್ಕಣ್ಣಯ್ಯ, ಎನಿಸಿಂ ಒ ಮೀಸಲು ಕ್ಷೇತ್ರದಿಂದ ನಾಗರಾಜ್ ಕುಮಾರ್, ಇಬ್ಬರು ಪದಸೇರಿದಂತೆ ಕೃಷ್ಣಪ್ಪ ಆಯ್ಕೆಯಾಗಿದ್ದಾರೆ. — [955, 1142, 1257, 1167]
story1-columns — [20, 100, 1151, 453]
calendar-event: ಅಂತರರಾಷ್ಟ್ರೀಯ ಗುರುವಿನ ಸ್ಮರಣೆ ದಿನ — [1236, 590, 1341, 601]
calendar-row — [1166, 228, 1487, 242]
calendar-event: ಮದರ್ ತೆರೇಸಾ ಜಯಂತಿ ದಿನ — [1236, 673, 1319, 684]
paragraph: ಅಮೃತ 2 ಯೋಜನೆಯ ಕಾಮಗಾರಿ ಬ್ಯಾಂಕ್‌ಗೆ ಈ ವರ್ಷಗಳ ಗಳಲ್ಲಿ ಪ್ರೈಮ್ ಫ್ಲ್ಯಾನ್ ಅಳವಡಿಸಿಲ್ಲ ಎಂದು ಪುರಸಭಾಭಿವೃದ್ಧಿ ಕಾರ್ಯ ಅಧಿಕಾರಿಗಳಿಗೆ ಬಹಳ ಸಮಯ ಸಂಬಂಧವಾಗಿ ಇಂಜಿನಿಯರ್ಗಳ ಬಳ ಕಾರಿನ ಕೆಳಿದಾಗ ಅನುಕೂಲ ಕೊಂಡಿದಿಂದ ಇಂದು ಮತ್ತೆ ಪ್ರಶ್ನೆ ನೀಡಿದರು. ಎಷ್ಟು ಅನುದಾನ ಬೇಕಾಗುತ್ತದೆ ಎಂದು ಸಬಂಧ ಕೇಳಿದಾಗ 2 ಸಾವಿರಕ್ಕೂ ಬೇಕಾಗುತ್ತದೆ ಎಂದು ಬೇಕಾದ ಅನುದಾನ ಮಾಹಿತಿ ನೀಡಿದರು. ಅಂತೆಯೇ ಸ್ಥಳೀಯರಿಂದ ಕೂಡಿಸಿ ಪ್ರತ್ಯೇಕ ಹೆಚ್ಚಿನ ಮಾಹಿತಿ ಪಡೆದು ಕ್ರಮವಹಿಸಬೇಕೆಂದು ಸಚಿವರು ಸೂಚಿಸಿದರು. — [331, 1020, 633, 1087]
paragraph: ಸುದ್ದಿಗೋಷ್ಠಿಯಲ್ಲಿ ಜಿಲ್ಲಾ ಸಮಿತಿಯ ಪದಾಧಿಕಾರಿಗಳು, ಮುಖಂಡರು ಹಾಜರಿದ್ದರು. — [1008, 1455, 1242, 1466]
story3-col2 — [331, 1141, 633, 1317]
calendar-date: ಆಗಸ್ಟ್ 14 — [1166, 395, 1197, 406]
calendar-event: ನಾಗರ ಪಂಚಮಿ — [1236, 313, 1279, 323]
paragraph: ಸಂಸ್ಥೆ ವತಿಯಿಂದ ಪ್ರಥಮ ಮತ್ತು ದ್ವಿತೀಯ ಪಿಯು ವಿದ್ಯಾರ್ಥಿಗಳಿಗೆ ಪ್ರವೇಶ ಮಲ್ಲಜ್ಞ ಕಾರ್ಯಕ್ರಮವನ್ನು ಹಮ್ಮಿಕೊಳ್ಳಲಾಗಿತ್ತು ಕಾರ್ಯಕ್ರಮ ಉದ್ಘಾಟಿಸಿ ಪ್ರಮುಖರೆಂದಿಗೆ ಸ್ವಾಧೀನಗಳ ನಿರ್ದೇಶಕರ ಶೈಲಾ ಅಹಮದ್ ಮಾತನಾಡಿ, ಎಂದು ವಿದ್ಯಾಲಯಗಳಿಂದಲ್ಲು ನನಗೆ ಮನೆಗೆ ಬಂದಂತೆ ಭಾಸವಾಗುತ್ತಿದೆ. ಈ ನಗರ ನನಗೆ ಜೀವನದಲ್ಲಿ ಬಹುಮುಖ್ಯ ಘಟ್ಟದ ಸಂದರ್ಭ ಒದಗಿಸಿದೆ ನಗರ ಎಂದರು. — [20, 135, 390, 173]
calendar-row — [1166, 659, 1487, 673]
sidebar-story — [1267, 814, 1492, 1094]
masthead — [20, 14, 1492, 44]
calendar-event: ರಾಷ್ಟ್ರೀಯ ಕ್ರೀಡಾ ದಿನ — [1236, 715, 1294, 726]
story2-col3 — [643, 814, 945, 1094]
calendar-date: ಆಗಸ್ಟ್ 10 — [1166, 326, 1197, 337]
calendar-row — [1166, 325, 1487, 339]
calendar-date: ಆಗಸ್ಟ್ 30 — [1166, 729, 1197, 740]
calendar-row — [1166, 118, 1487, 132]
calendar-row — [1166, 284, 1487, 297]
calendar-date: ಆಗಸ್ಟ್ 1 — [1166, 105, 1193, 116]
story2-col2 — [331, 814, 633, 1094]
paragraph: ಎಂಬುದೆಂಬ ಬಿಳಿಯುತ್ತೆ ಕೆಯೋಗಿತೆ ಎಂದು ಶತಮಾನದಂದು ಸಿಪಿಐ ಪಕ್ಷ ಸ್ಥಾಪನೆಯಿಂದ ಕರ್ನಾಟಕ ರಾಜ್ಯ ಸಮಿತಿಯ ಅಂದಿನ ಅಧ್ಯಕ್ಷ ಸಮಿತಿ ಈ ನಾಡಿನ ಎಲ್ಲ ಜಿಲ್ಲೆಗಳಲ್ಲಿ ಹಂಚಿಕೊಳ್ಳಲಿದ್ದು ಕಾರ್ಯಕ್ರಮದಲ್ಲಿ ಹೋರಾಟಗಾರರು, ಕಾರ್ಯಕರ್ತರು ಭಾಗವಹಿಸಲಿದ್ದಾರೆ. — [1008, 1422, 1493, 1447]
calendar-row — [1166, 715, 1487, 728]
calendar-event: ಸ್ಥಾಪಿಸಲಾದ ಅಮಾವಾಸ್ಯೆಯಾ ವಿಮೋಚನೆ ದಿನ — [1236, 618, 1362, 629]
calendar-event: ಗಣೇಶ ಚತುರ್ಥಿ — [1236, 701, 1280, 712]
calendar-row — [1166, 437, 1487, 450]
calendar-row — [1166, 520, 1487, 534]
